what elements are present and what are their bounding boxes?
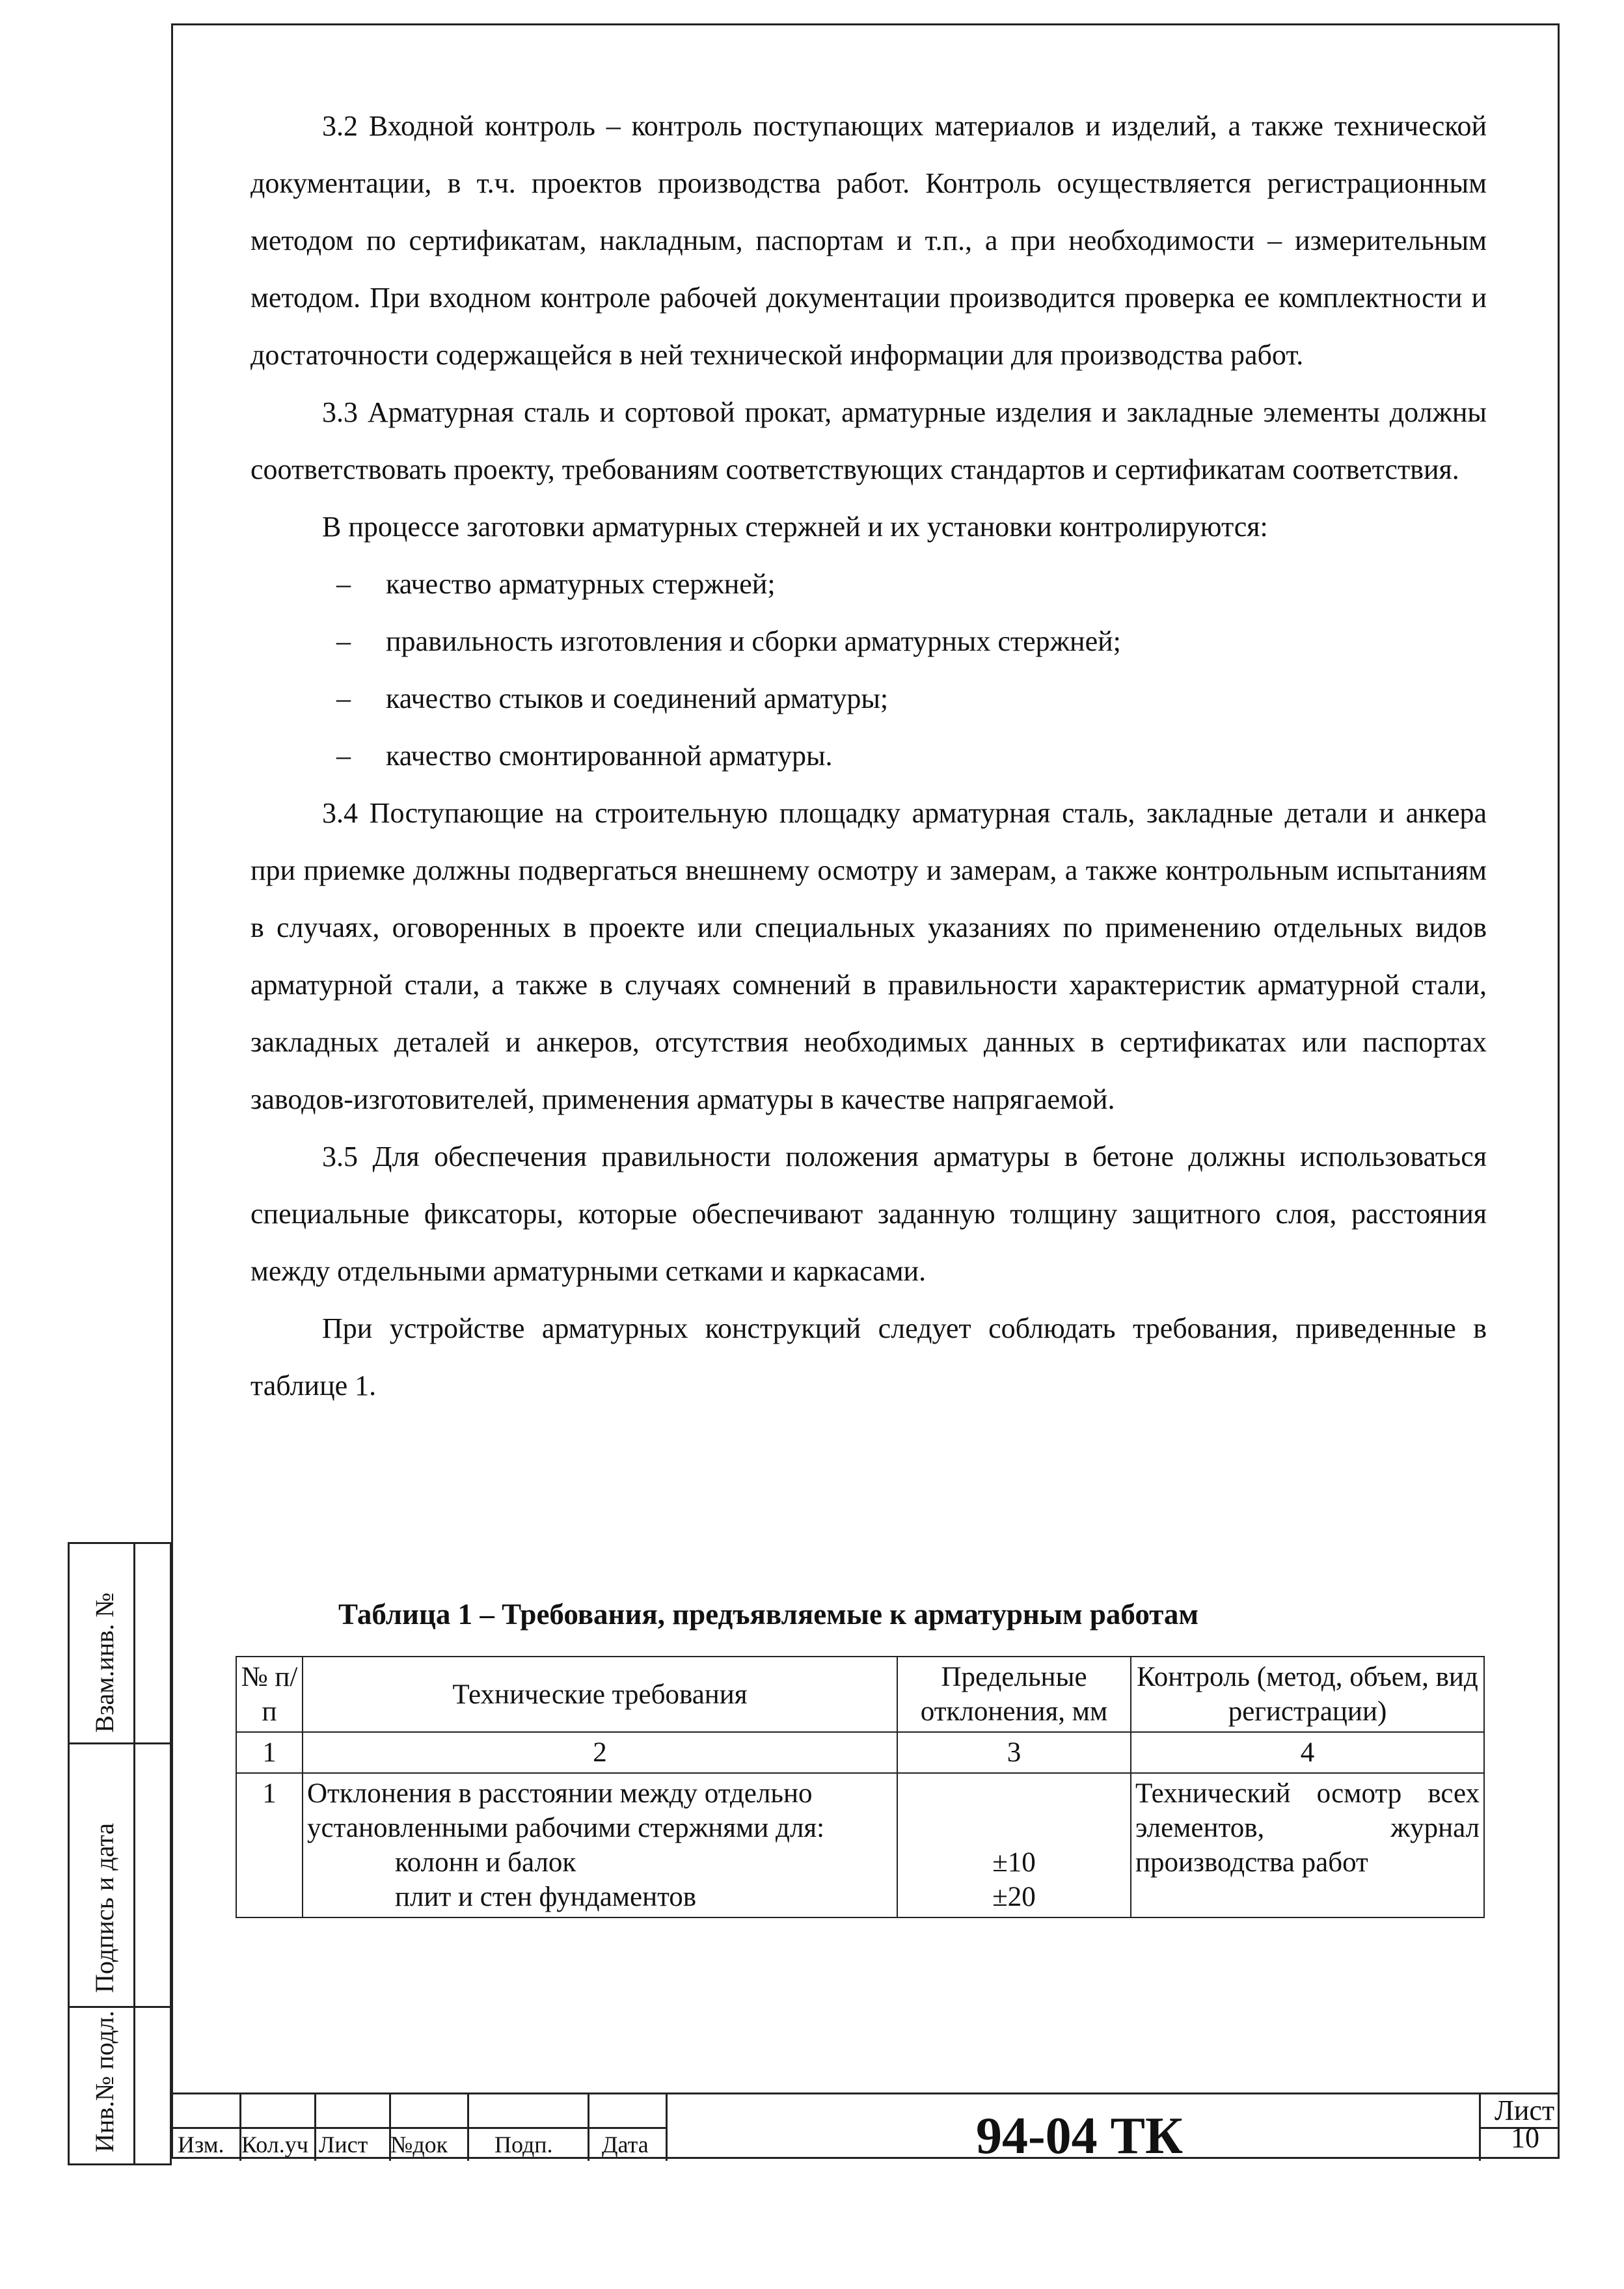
list-item: – качество арматурных стержней; bbox=[336, 568, 776, 600]
stamp-label-docnum: №док bbox=[390, 2132, 448, 2158]
paragraph-table-ref: При устройстве арматурных конструкций следует соблюдать требования, приведенные в таблице 1. bbox=[250, 1312, 1487, 1402]
req-line-2: установленными рабочими стержнями для: bbox=[307, 1813, 825, 1843]
sheet-number: 10 bbox=[1511, 2122, 1539, 2154]
table-numbers-row bbox=[236, 1732, 1484, 1773]
side-label-replacement: Взам.инв. № bbox=[90, 1592, 119, 1733]
row-deviations bbox=[897, 1773, 1131, 1917]
list-item: – качество смонтированной арматуры. bbox=[336, 740, 833, 772]
stamp-label-change: Изм. bbox=[178, 2132, 224, 2158]
requirements-table bbox=[236, 1656, 1485, 1918]
row-requirements bbox=[303, 1773, 897, 1917]
sheet-label: Лист bbox=[1495, 2094, 1555, 2126]
table-header-row bbox=[236, 1657, 1484, 1732]
header-requirements: Технические требования bbox=[303, 1657, 897, 1732]
paragraph-3-5: 3.5 Для обеспечения правильности положения арматуры в бетоне должны использоваться специальные фиксаторы, которые обеспечивают заданную толщину защитного слоя, расстояния между отдельными арматурными сетками и каркасами. bbox=[250, 1141, 1487, 1287]
header-number: № п/п bbox=[236, 1657, 303, 1732]
stamp-label-sheet: Лист bbox=[319, 2132, 368, 2158]
paragraph-control-intro: В процессе заготовки арматурных стержней и их установки контролируются: bbox=[322, 511, 1268, 543]
header-deviations: Предельные отклонения, мм bbox=[897, 1657, 1131, 1732]
document-code: 94-04 ТК bbox=[976, 2107, 1184, 2165]
col-number-3: 3 bbox=[897, 1732, 1131, 1773]
side-label-signature: Подпись и дата bbox=[90, 1822, 119, 1993]
side-stamp bbox=[68, 1542, 172, 2165]
req-sub-2: плит и стен фундаментов bbox=[395, 1882, 697, 1912]
row-number: 1 bbox=[236, 1773, 303, 1917]
stamp-label-signature: Подп. bbox=[494, 2132, 553, 2158]
header-control: Контроль (метод, объем, вид регистрации) bbox=[1131, 1657, 1484, 1732]
paragraph-3-3: 3.3 Арматурная сталь и сортовой прокат, арматурные изделия и закладные элементы должны соответствовать проекту, требованиям соответствующих стандартов и сертификатам соответствия. bbox=[250, 396, 1487, 485]
req-line-1: Отклонения в расстоянии между отдельно bbox=[307, 1778, 813, 1809]
table-caption: Таблица 1 – Требования, предъявляемые к арматурным работам bbox=[338, 1598, 1199, 1631]
title-block bbox=[171, 2093, 1560, 2161]
stamp-label-date: Дата bbox=[602, 2132, 649, 2158]
table-row bbox=[236, 1773, 1484, 1917]
side-label-original: Инв.№ подл. bbox=[90, 2011, 119, 2152]
dev-1: ±10 bbox=[992, 1847, 1036, 1878]
body-text bbox=[250, 98, 1487, 1415]
dev-2: ±20 bbox=[992, 1882, 1036, 1912]
stamp-label-count: Кол.уч bbox=[241, 2132, 308, 2158]
row-control: Технический осмотр всех элементов, журнал производства работ bbox=[1131, 1773, 1484, 1917]
req-sub-1: колонн и балок bbox=[395, 1847, 576, 1878]
col-number-4: 4 bbox=[1131, 1732, 1484, 1773]
paragraph-3-2: 3.2 Входной контроль – контроль поступающих материалов и изделий, а также технической документации, в т.ч. проектов производства работ. Контроль осуществляется регистрационным методом по сертификатам, накладным, паспортам и т.п., а при необходимости – измерительным методом. При входном контроле рабочей документации производится проверка ее комплектности и достаточности содержащейся в ней технической информации для производства работ. bbox=[250, 110, 1487, 371]
paragraph-3-4: 3.4 Поступающие на строительную площадку арматурная сталь, закладные детали и анкера при приемке должны подвергаться внешнему осмотру и замерам, а также контрольным испытаниям в случаях, оговоренных в проекте или специальных указаниях по применению отдельных видов арматурной стали, а также в случаях сомнений в правильности характеристик арматурной стали, закладных деталей и анкеров, отсутствия необходимых данных в сертификатах или паспортах заводов-изготовителей, применения арматуры в качестве напрягаемой. bbox=[250, 797, 1487, 1115]
col-number-2: 2 bbox=[303, 1732, 897, 1773]
list-item: – качество стыков и соединений арматуры; bbox=[336, 683, 889, 714]
list-item: – правильность изготовления и сборки арматурных стержней; bbox=[336, 625, 1121, 657]
col-number-1: 1 bbox=[236, 1732, 303, 1773]
